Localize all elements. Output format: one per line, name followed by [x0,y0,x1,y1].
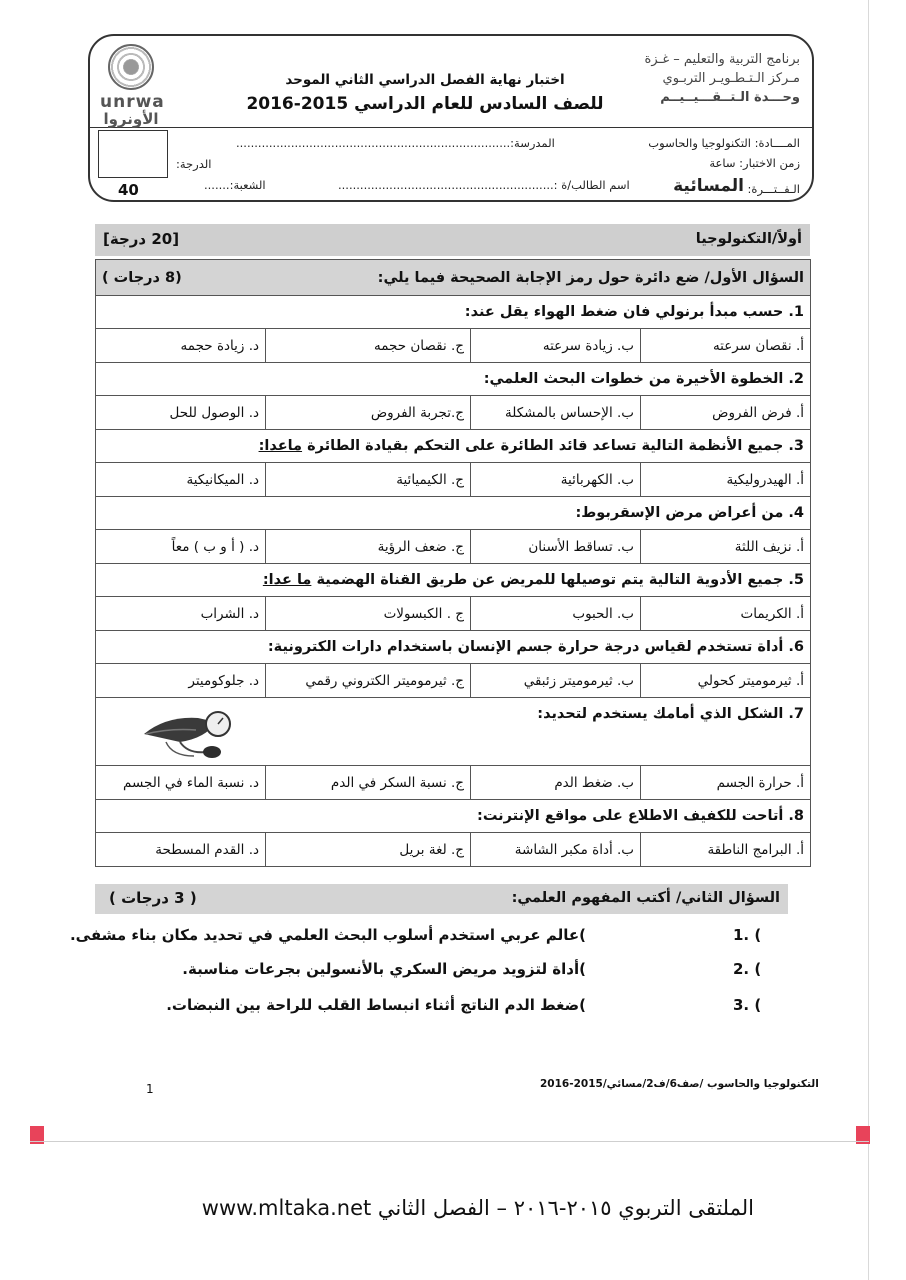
question1-grade: (8 درجات ) [102,269,182,286]
page-bottom-edge [30,1141,869,1142]
question1-table [95,259,811,867]
logo-text-en: unrwa [100,92,165,112]
question1-header [96,260,811,296]
header-divider [90,127,812,128]
org-line-1: برنامج التربية والتعليم – غـزة [644,52,800,67]
concept-item-2: )أداة لتزويد مريض السكري بالأنسولين بجرعات مناسبة. [182,960,586,978]
option-c[interactable]: ج. الكيميائية [266,463,471,497]
option-b[interactable]: ب. تساقط الأسنان [471,530,641,564]
question2-title: السؤال الثاني/ أكتب المفهوم العلمي: [511,890,780,906]
option-a[interactable]: أ. الهيدروليكية [641,463,811,497]
period-value: المسائية [673,176,744,196]
option-a[interactable]: أ. الكريمات [641,597,811,631]
duration-field: زمن الاختبار: ساعة [709,156,800,170]
student-name-field[interactable]: اسم الطالب/ة :........................................................... [338,178,630,192]
option-c[interactable]: ج. نسبة السكر في الدم [266,766,471,800]
option-c[interactable]: ج. ضعف الرؤية [266,530,471,564]
question-stem: 8. أتاحت للكفيف الاطلاع على مواقع الإنترنت: [96,800,811,833]
question-stem: 2. الخطوة الأخيرة من خطوات البحث العلمي: [96,363,811,396]
option-b[interactable]: ب. زيادة سرعته [471,329,641,363]
stem-text: 3. جميع الأنظمة التالية تساعد قائد الطائرة على التحكم بقيادة الطائرة [307,438,805,454]
grade-label: الدرجة: [176,157,212,171]
un-emblem-icon [108,44,154,90]
option-b[interactable]: ب. الحبوب [471,597,641,631]
page-number: 1 [146,1082,154,1096]
score-box [98,130,168,178]
option-a[interactable]: أ. نقصان سرعته [641,329,811,363]
page-edge [868,0,869,1280]
option-a[interactable]: أ. حرارة الجسم [641,766,811,800]
footer-code: التكنولوجيا والحاسوب /صف6/ف2/مسائي/2015-2016 [540,1078,819,1090]
option-b[interactable]: ب. الإحساس بالمشكلة [471,396,641,430]
option-d[interactable]: د. زيادة حجمه [96,329,266,363]
question2-grade: ( 3 درجات ) [109,889,197,907]
option-c[interactable]: ج . الكبسولات [266,597,471,631]
site-watermark: الملتقى التربوي ٢٠١٥-٢٠١٦ – الفصل الثاني www.mltaka.net [201,1196,754,1220]
option-c[interactable]: ج.تجربة الفروض [266,396,471,430]
stem-text: 7. الشكل الذي أمامك يستخدم لتحديد: [537,706,805,722]
org-line-3: وحـــدة الـتــقـــيــيــم [660,90,800,105]
section-grade: [20 درجة] [103,230,180,248]
unrwa-logo [100,44,165,128]
option-d[interactable]: د. الوصول للحل [96,396,266,430]
option-a[interactable]: أ. نزيف اللثة [641,530,811,564]
period-label: الـفــتـــرة: [747,182,800,196]
option-d[interactable]: د. القدم المسطحة [96,833,266,867]
option-a[interactable]: أ. ثيرموميتر كحولي [641,664,811,698]
option-a[interactable]: أ. فرض الفروض [641,396,811,430]
total-score: 40 [118,181,139,199]
answer-blank-3[interactable]: 3. ( [733,996,762,1014]
concept-item-3: )ضغط الدم الناتج أثناء انبساط القلب للراحة بين النبضات. [166,996,586,1014]
exam-subtitle: للصف السادس للعام الدراسي 2015-2016 [246,94,604,114]
option-b[interactable]: ب. الكهربائية [471,463,641,497]
concept-item-1: )عالم عربي استخدم أسلوب البحث العلمي في تحديد مكان بناء مشفى. [69,926,586,944]
school-field[interactable]: المدرسة:........................................................................... [236,136,555,150]
blood-pressure-monitor-icon [136,704,236,760]
logo-text-ar: الأونروا [103,110,159,128]
option-a[interactable]: أ. البرامج الناطقة [641,833,811,867]
org-line-2: مـركز الـتـطـويـر التربـوي [662,71,800,86]
option-b[interactable]: ب. ضغط الدم [471,766,641,800]
option-c[interactable]: ج. لغة بريل [266,833,471,867]
question-stem [96,430,811,463]
option-d[interactable]: د. الميكانيكية [96,463,266,497]
question-stem: 1. حسب مبدأ برنولي فان ضغط الهواء يقل عند: [96,296,811,329]
option-d[interactable]: د. ( أ و ب ) معاً [96,530,266,564]
option-c[interactable]: ج. ثيرموميتر الكتروني رقمي [266,664,471,698]
answer-blank-2[interactable]: 2. ( [733,960,762,978]
question1-title: السؤال الأول/ ضع دائرة حول رمز الإجابة الصحيحة فيما يلي: [377,269,805,286]
question-stem [96,564,811,597]
option-b[interactable]: ب. ثيرموميتر زئبقي [471,664,641,698]
stem-text: 5. جميع الأدوية التالية يتم توصيلها للمريض عن طريق القناة الهضمية [316,572,805,588]
answer-blank-1[interactable]: 1. ( [733,926,762,944]
exam-title: اختبار نهاية الفصل الدراسي الثاني الموحد [285,72,565,88]
exam-header [88,34,814,202]
organization-block [645,50,800,107]
section-title: أولاً/التكنولوجيا [695,231,802,247]
question-stem: 4. من أعراض مرض الإسقربوط: [96,497,811,530]
subject-field: المــــادة: التكنولوجيا والحاسوب [648,136,800,150]
stem-exception: ما عدا: [262,572,312,588]
question2-header [95,884,788,914]
question-stem [96,698,811,766]
option-c[interactable]: ج. نقصان حجمه [266,329,471,363]
option-b[interactable]: ب. أداة مكبر الشاشة [471,833,641,867]
question-stem: 6. أداة تستخدم لقياس درجة حرارة جسم الإنسان باستخدام دارات الكترونية: [96,631,811,664]
stem-exception: ماعدا: [258,438,303,454]
option-d[interactable]: د. نسبة الماء في الجسم [96,766,266,800]
section-technology-bar [95,224,810,256]
option-d[interactable]: د. جلوكوميتر [96,664,266,698]
option-d[interactable]: د. الشراب [96,597,266,631]
section-field[interactable]: الشعبة:....... [204,178,266,192]
